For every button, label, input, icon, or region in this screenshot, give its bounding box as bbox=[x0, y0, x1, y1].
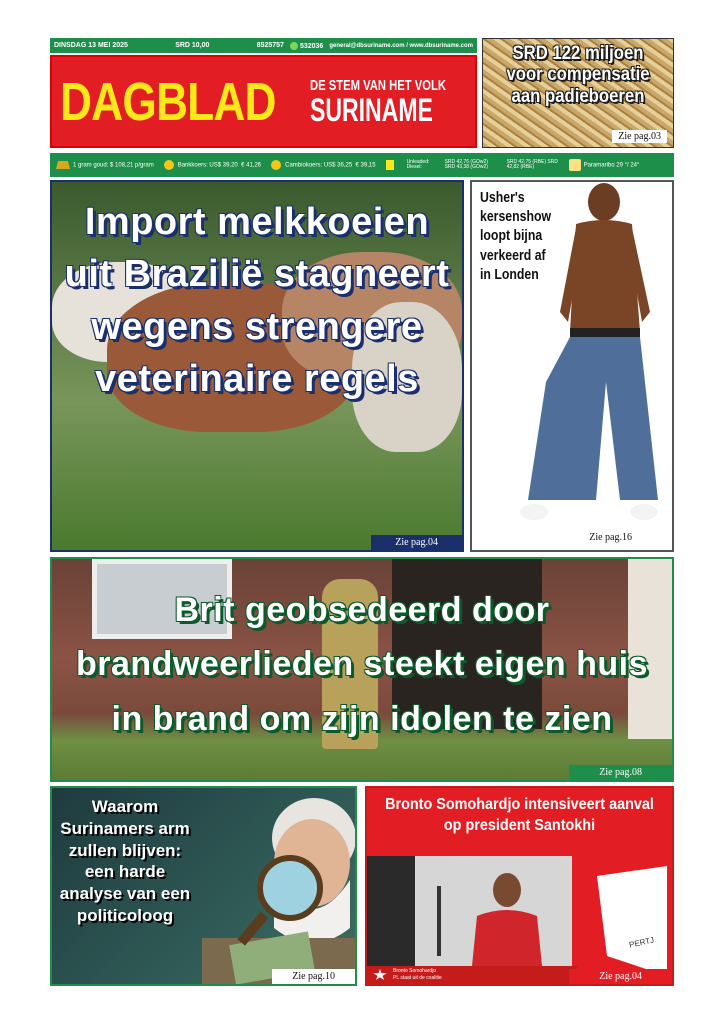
fuel-prices-a: SRD 42,76 (GOw2) SRD 43,38 (GOw2) bbox=[444, 158, 488, 170]
bronto-headline: Bronto Somohardjo intensiveert aanval op president Santokhi bbox=[385, 796, 654, 835]
teaser-page-ref: Zie pag.03 bbox=[612, 130, 667, 143]
weather-sun-icon bbox=[569, 159, 581, 171]
masthead-title: DAGBLAD bbox=[60, 71, 276, 132]
story-cows[interactable] bbox=[50, 180, 464, 552]
fire-headline: Brit geobsedeerd door brandweerlieden steekt eigen huis in brand om zijn idolen te zien bbox=[75, 591, 648, 738]
bank-rate: Bankkoers: US$ 39,20 bbox=[177, 162, 238, 169]
bank-rate-eur: € 41,26 bbox=[241, 162, 262, 169]
usher-page-ref: Zie pag.16 bbox=[583, 531, 638, 544]
weather-readout: Paramaribo 29 °/ 24° bbox=[583, 162, 640, 169]
analysis-page-ref: Zie pag.10 bbox=[272, 969, 355, 984]
whatsapp-icon bbox=[290, 42, 298, 50]
market-strip bbox=[50, 153, 674, 177]
info-strip bbox=[50, 38, 477, 53]
cambio-rate-eur: € 39,15 bbox=[355, 162, 376, 169]
story-usher[interactable] bbox=[470, 180, 674, 552]
bronto-headline-band bbox=[367, 788, 672, 856]
story-firefighters[interactable] bbox=[50, 557, 674, 782]
masthead-country: SURINAME bbox=[310, 92, 433, 128]
whatsapp-number: 532036 bbox=[299, 42, 324, 50]
cambio-rate: Cambiokoers: US$ 36,25 bbox=[285, 162, 353, 169]
fuel-prices-b: SRD 42,75 (RBE) SRD 42,82 (RBE) bbox=[506, 158, 558, 170]
currency-coins-icon bbox=[271, 160, 281, 170]
teaser-rice-compensation[interactable] bbox=[482, 38, 674, 148]
story-analysis[interactable] bbox=[50, 786, 357, 986]
masthead bbox=[50, 55, 477, 148]
gold-bar-icon bbox=[56, 161, 70, 169]
phone-number: 8525757 bbox=[256, 42, 284, 49]
issue-date: DINSDAG 13 MEI 2025 bbox=[54, 42, 128, 49]
teaser-headline: SRD 122 miljoen voor compensatie aan padieboeren bbox=[506, 43, 650, 107]
usher-headline: Usher's kersenshow loopt bijna verkeerd af in Londen bbox=[480, 189, 552, 283]
gold-price: 1 gram goud: $ 108,21 p/gram bbox=[73, 162, 154, 169]
cows-headline: Import melkkoeien uit Brazilië stagneert wegens strengere veterinaire regels bbox=[64, 201, 450, 401]
bronto-flag-text: PERTJ bbox=[628, 935, 655, 950]
caption-role: PL staat uit de coalitie bbox=[393, 974, 442, 981]
story-bronto[interactable] bbox=[365, 786, 674, 986]
bronto-caption bbox=[367, 966, 577, 984]
fuel-pump-icon bbox=[386, 160, 394, 170]
masthead-tagline: DE STEM VAN HET VOLK bbox=[310, 77, 447, 94]
professor-illustration bbox=[52, 788, 357, 986]
cows-page-ref: Zie pag.04 bbox=[371, 535, 462, 550]
issue-price: SRD 10,00 bbox=[175, 42, 210, 49]
analysis-headline: Waarom Surinamers arm zullen blijven: een harde analyse van een politicoloog bbox=[59, 797, 191, 925]
fire-page-ref: Zie pag.08 bbox=[569, 765, 672, 780]
fuel-labels: Unleaded: Diesel: bbox=[406, 158, 430, 170]
contact-info[interactable]: general@dbsuriname.com / www.dbsuriname.com bbox=[329, 42, 473, 49]
currency-coins-icon bbox=[164, 160, 174, 170]
usher-photo bbox=[472, 182, 674, 552]
bronto-page-ref: Zie pag.04 bbox=[569, 969, 672, 984]
caption-name: Bronto Somohardjo bbox=[393, 968, 437, 974]
